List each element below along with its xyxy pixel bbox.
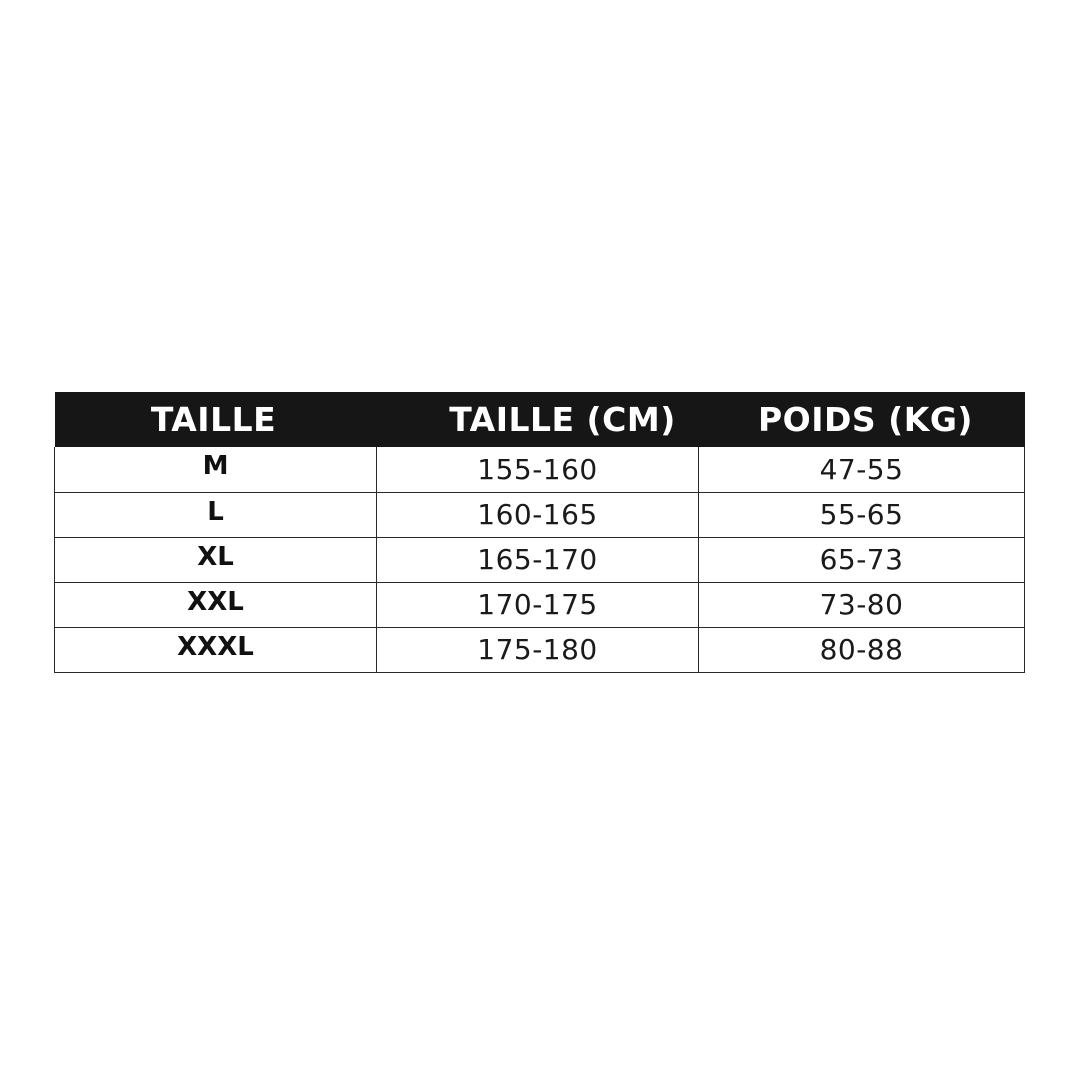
weight-cell [699,627,1025,672]
height-value: 170-175 [477,588,598,621]
weight-value: 55-65 [819,498,904,531]
size-cell [55,447,377,492]
table-row [55,627,1025,672]
size-cell [55,492,377,537]
weight-cell [699,447,1025,492]
header-height-cm: TAILLE (CM) [449,400,676,439]
size-chart-table [54,392,1025,673]
table-row [55,582,1025,627]
header-size: TAILLE [150,400,277,439]
height-cell [377,537,699,582]
height-cell [377,582,699,627]
size-cell [55,582,377,627]
height-cell [377,492,699,537]
height-value: 175-180 [477,633,598,666]
size-label: XXXL [177,631,254,662]
weight-cell [699,492,1025,537]
table-header [55,392,1025,447]
table-row [55,447,1025,492]
height-value: 165-170 [477,543,598,576]
weight-cell [699,582,1025,627]
height-value: 160-165 [477,498,598,531]
size-label: M [202,451,229,482]
table-body [55,447,1025,672]
weight-cell [699,537,1025,582]
header-weight-kg: POIDS (KG) [758,400,973,439]
height-cell [377,447,699,492]
header-row [55,392,1025,447]
size-label: XL [197,541,234,572]
size-label: L [207,496,224,527]
size-cell [55,537,377,582]
size-label: XXL [187,586,244,617]
table-row [55,537,1025,582]
weight-value: 73-80 [819,588,904,621]
weight-value: 80-88 [819,633,904,666]
size-cell [55,627,377,672]
weight-value: 47-55 [819,452,904,486]
table-row [55,492,1025,537]
height-value: 155-160 [477,452,598,486]
weight-value: 65-73 [819,543,904,576]
height-cell [377,627,699,672]
